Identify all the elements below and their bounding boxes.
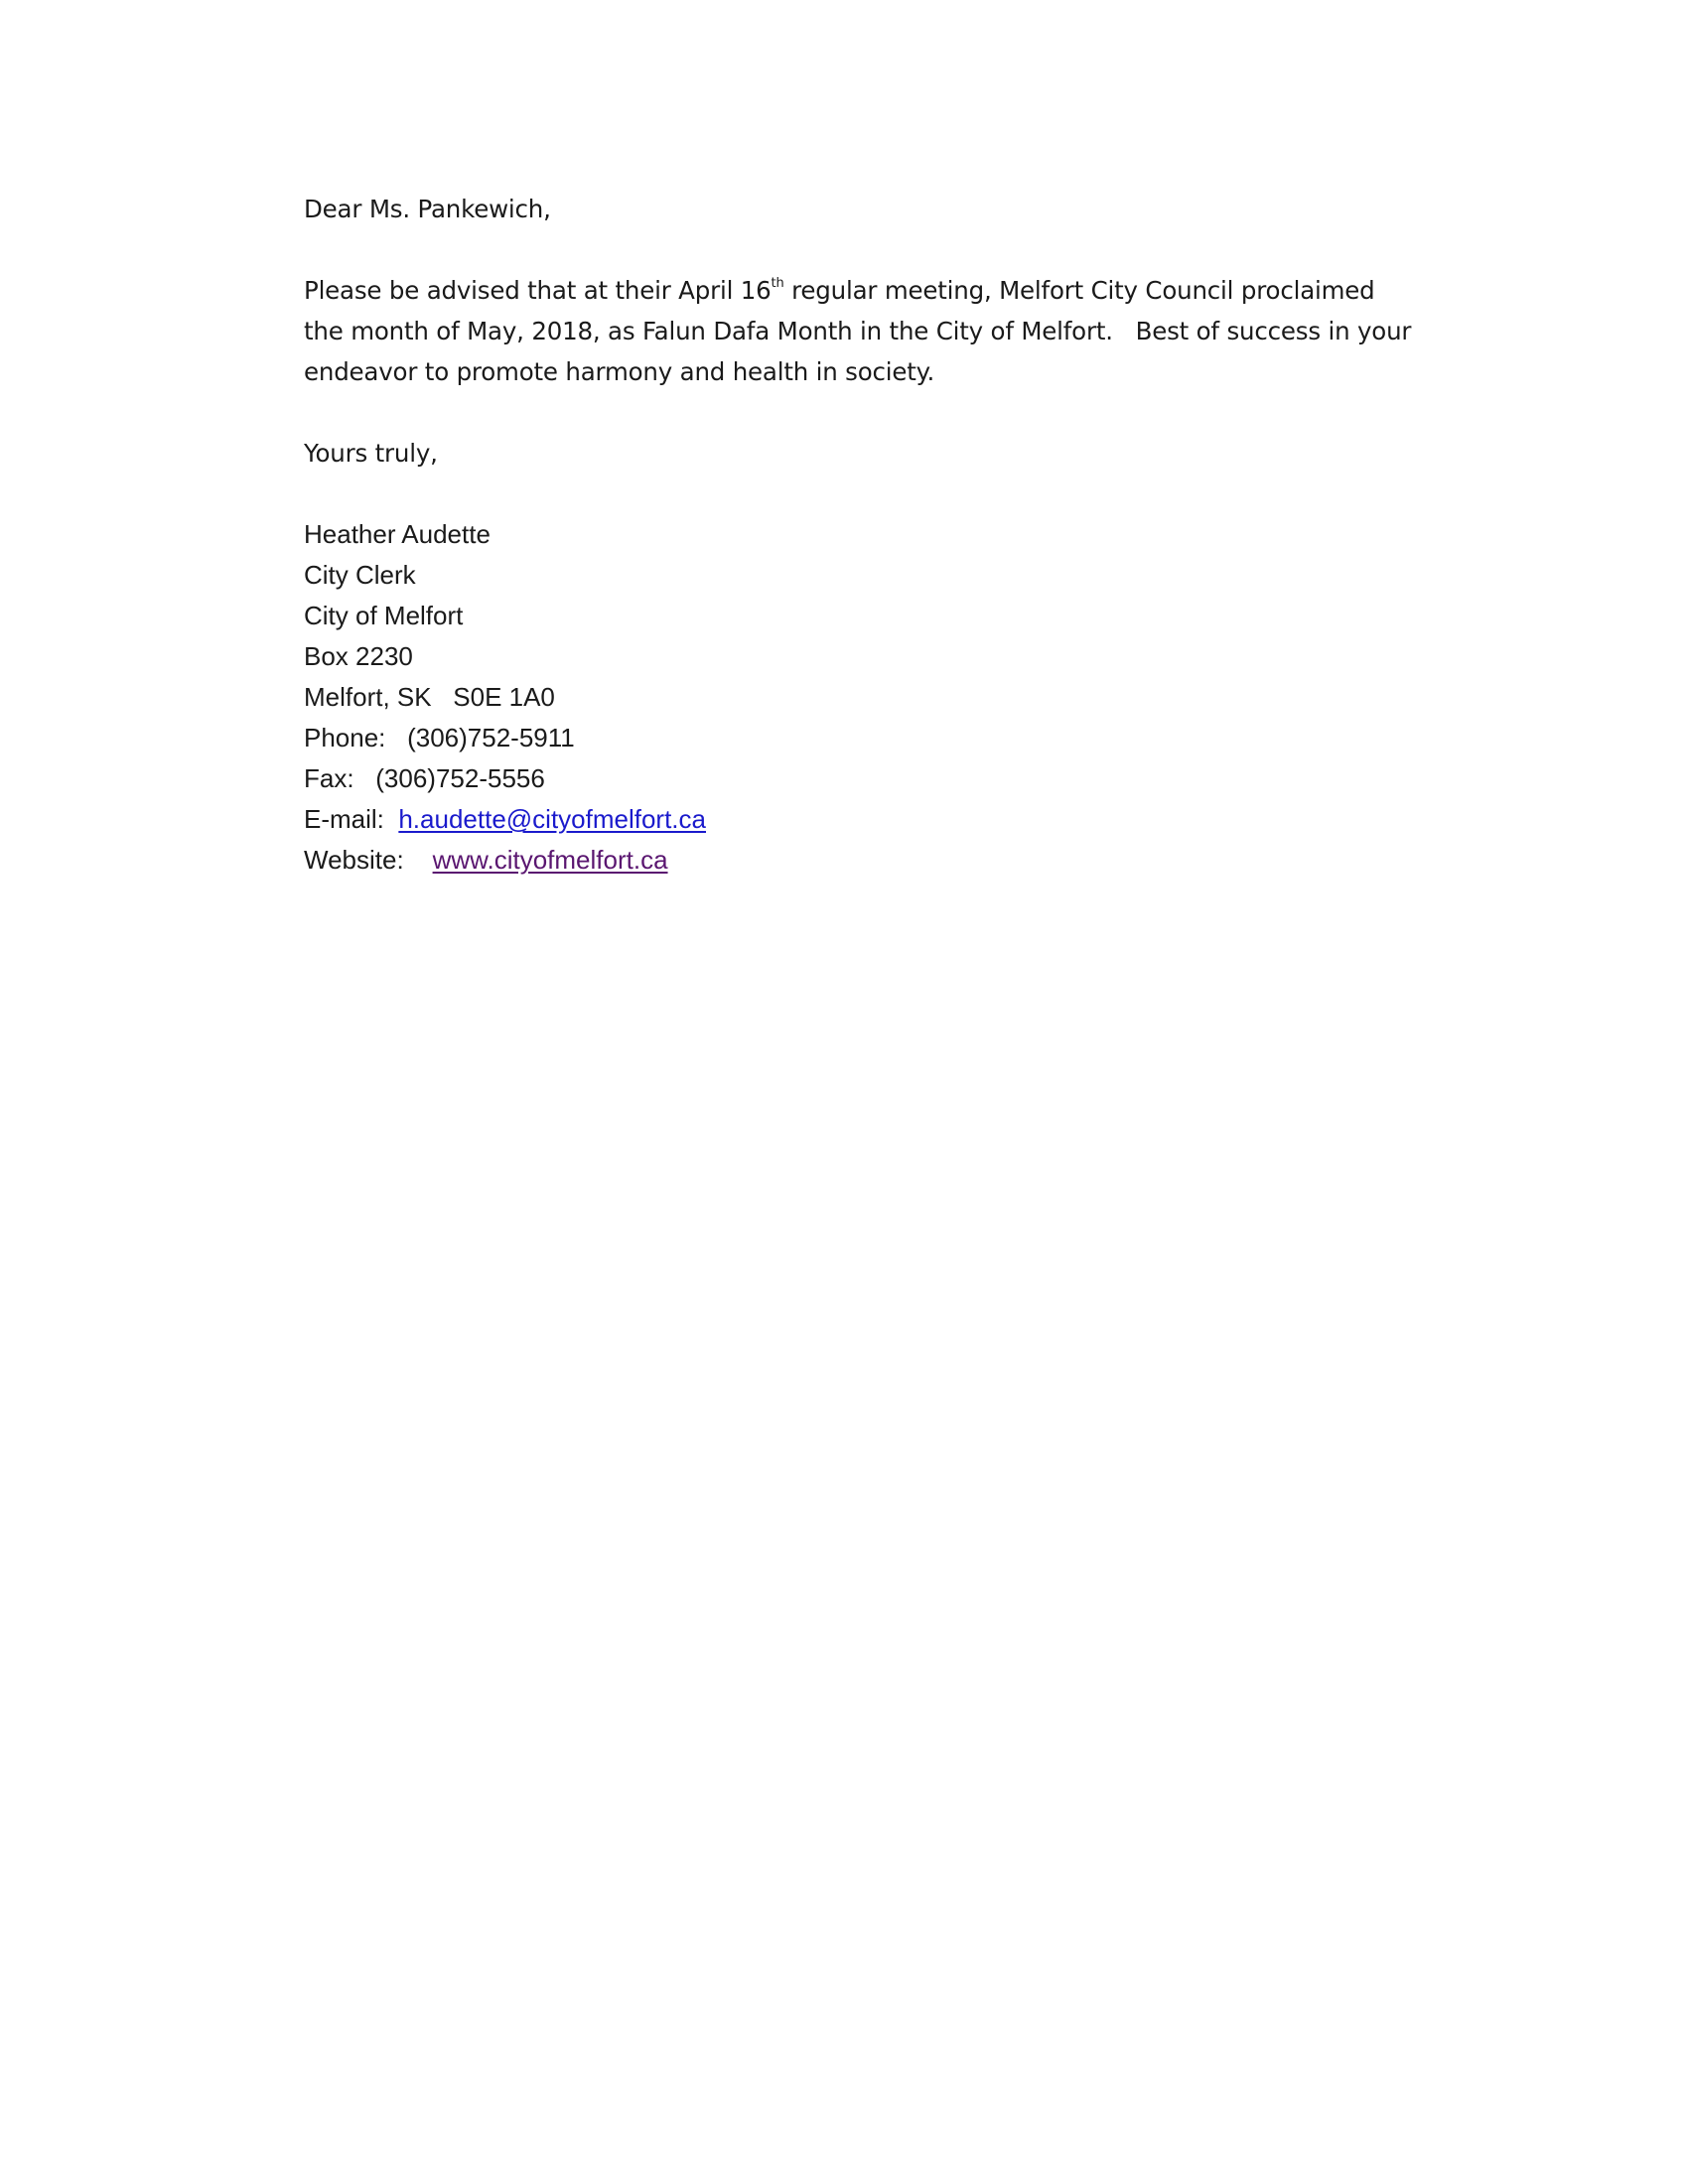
signer-name: Heather Audette [304,519,491,549]
paragraph-line-2: the month of May, 2018, as Falun Dafa Month in the City of Melfort. Best of success in your [304,317,1412,345]
paragraph-text-part2: regular meeting, Melfort City Council proclaimed [783,276,1375,305]
mailing-address: Melfort, SK S0E 1A0 [304,682,555,712]
email-label: E-mail: [304,804,399,834]
phone-label: Phone: [304,723,408,752]
phone-number: (306)752-5911 [407,723,575,752]
salutation: Dear Ms. Pankewich, [304,195,551,223]
mailing-box: Box 2230 [304,641,413,671]
closing: Yours truly, [304,439,438,468]
paragraph-line-3: endeavor to promote harmony and health in society. [304,357,935,386]
fax-line [304,758,1396,799]
website-label: Website: [304,845,433,875]
ordinal-superscript: th [771,275,784,291]
fax-number: (306)752-5556 [375,763,545,793]
signer-organization: City of Melfort [304,601,464,630]
email-line [304,799,1396,840]
website-line [304,840,1396,881]
phone-line [304,718,1396,758]
signature-block [304,514,1396,881]
email-link[interactable]: h.audette@cityofmelfort.ca [398,804,706,834]
fax-label: Fax: [304,763,376,793]
paragraph-line-1 [304,270,1396,311]
website-link[interactable]: www.cityofmelfort.ca [432,845,668,875]
letter-body [304,189,1412,881]
signer-title: City Clerk [304,560,416,590]
main-paragraph [304,270,1412,392]
paragraph-text-part1: Please be advised that at their April 16 [304,276,772,305]
